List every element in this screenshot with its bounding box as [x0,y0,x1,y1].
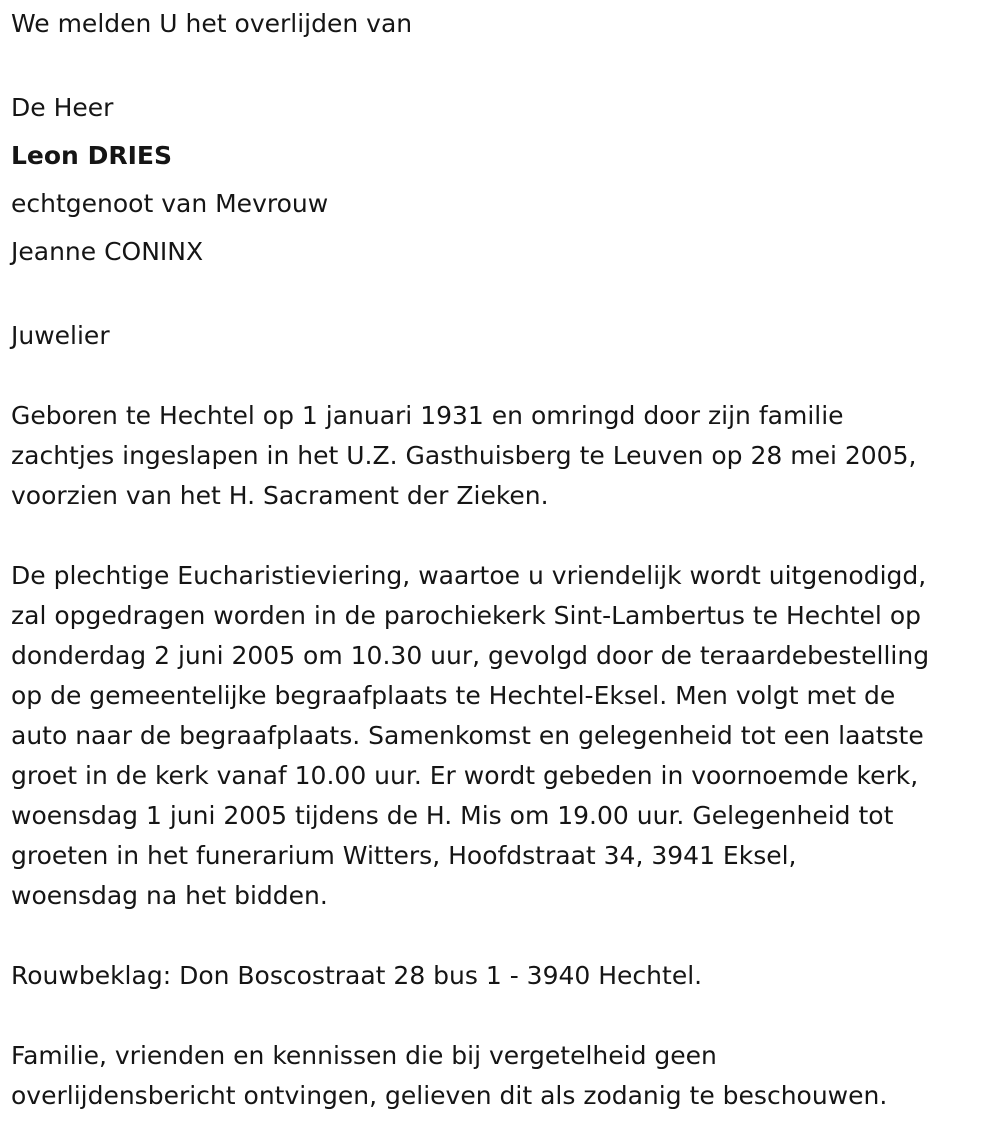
spacer [11,916,993,956]
deceased-block [11,84,993,276]
ceremony-line: auto naar de begraafplaats. Samenkomst en gelegenheid tot een laatste [11,721,924,750]
spouse-name: Jeanne CONINX [11,237,204,266]
notice-paragraph [11,1036,993,1116]
death-notice [11,4,993,1116]
ceremony-paragraph [11,556,993,916]
ceremony-line: op de gemeentelijke begraafplaats te Hechtel-Eksel. Men volgt met de [11,681,896,710]
ceremony-line: woensdag na het bidden. [11,881,328,910]
intro-text: We melden U het overlijden van [11,9,413,38]
birth-line: Geboren te Hechtel op 1 januari 1931 en omringd door zijn familie [11,401,844,430]
spouse-label: echtgenoot van Mevrouw [11,189,329,218]
ceremony-line: zal opgedragen worden in de parochiekerk Sint-Lambertus te Hechtel op [11,601,921,630]
spacer [11,516,993,556]
spacer [11,44,993,84]
ceremony-line: groet in de kerk vanaf 10.00 uur. Er wordt gebeden in voornoemde kerk, [11,761,919,790]
occupation: Juwelier [11,321,110,350]
ceremony-line: woensdag 1 juni 2005 tijdens de H. Mis om 19.00 uur. Gelegenheid tot [11,801,894,830]
deceased-title: De Heer [11,93,114,122]
spacer [11,996,993,1036]
deceased-name: Leon DRIES [11,141,172,170]
ceremony-line: donderdag 2 juni 2005 om 10.30 uur, gevolgd door de teraardebestelling [11,641,930,670]
condolence-address: Rouwbeklag: Don Boscostraat 28 bus 1 - 3940 Hechtel. [11,961,703,990]
birth-line: zachtjes ingeslapen in het U.Z. Gasthuisberg te Leuven op 28 mei 2005, [11,441,917,470]
spacer [11,276,993,316]
spacer [11,356,993,396]
notice-line: Familie, vrienden en kennissen die bij vergetelheid geen [11,1041,717,1070]
birth-paragraph [11,396,993,516]
ceremony-line: De plechtige Eucharistieviering, waartoe u vriendelijk wordt uitgenodigd, [11,561,927,590]
birth-line: voorzien van het H. Sacrament der Zieken. [11,481,549,510]
notice-line: overlijdensbericht ontvingen, gelieven dit als zodanig te beschouwen. [11,1081,888,1110]
ceremony-line: groeten in het funerarium Witters, Hoofdstraat 34, 3941 Eksel, [11,841,797,870]
